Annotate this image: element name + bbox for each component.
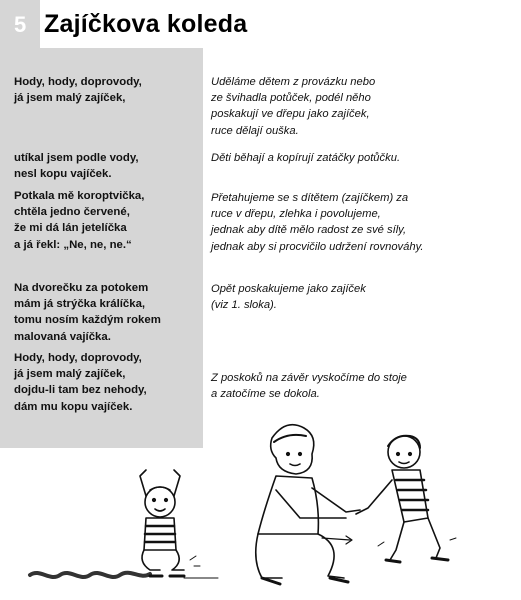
- page-header: [0, 0, 521, 48]
- adult-crouching-figure: [256, 425, 360, 584]
- illustration: [0, 410, 521, 600]
- verse-line: dám mu kopu vajíček.: [14, 400, 133, 413]
- stanza-1-instruction: [211, 74, 375, 139]
- stanza-2-instruction: [211, 150, 400, 166]
- verse-line: že mi dá lán jetelíčka: [14, 222, 127, 235]
- verse-line: a já řekl: „Ne, ne, ne.“: [14, 238, 132, 251]
- child-hopping-figure: [140, 470, 218, 578]
- instruction-line: ruce v dřepu, zlehka i povolujeme,: [211, 208, 381, 221]
- verse-line: malovaná vajíčka.: [14, 330, 111, 343]
- stanza-2-verse: [14, 150, 138, 182]
- verse-line: nesl kopu vajíček.: [14, 168, 112, 181]
- verse-line: já jsem malý zajíček,: [14, 92, 126, 105]
- verse-line: utíkal jsem podle vody,: [14, 152, 139, 164]
- child-pulling-figure: [356, 436, 456, 562]
- verse-line: Na dvorečku za potokem: [14, 282, 149, 294]
- stanza-1-verse: [14, 74, 142, 106]
- song-title: Zajíčkova koleda: [44, 10, 248, 38]
- verse-line: mám já strýčka králíčka,: [14, 298, 146, 311]
- verse-line: Hody, hody, doprovody,: [14, 352, 142, 364]
- instruction-line: Přetahujeme se s dítětem (zajíčkem) za: [211, 192, 409, 204]
- instruction-line: Z poskoků na závěr vyskočíme do stoje: [211, 372, 407, 384]
- instruction-line: Uděláme dětem z provázku nebo: [211, 76, 376, 88]
- rope-stream: [30, 573, 150, 577]
- verse-line: dojdu-li tam bez nehody,: [14, 384, 147, 397]
- verse-line: Potkala mě koroptvička,: [14, 190, 145, 202]
- instruction-line: a zatočíme se dokola.: [211, 388, 320, 401]
- instruction-line: ruce dělají ouška.: [211, 124, 299, 137]
- stanza-4-instruction: [211, 281, 366, 313]
- verse-line: Hody, hody, doprovody,: [14, 76, 142, 88]
- stanza-3-instruction: [211, 190, 423, 255]
- instruction-line: poskakují ve dřepu jako zajíček,: [211, 108, 370, 121]
- song-number-box: [0, 0, 40, 48]
- song-number: 5: [14, 12, 27, 37]
- stanza-3-verse: [14, 188, 144, 253]
- instruction-line: ze švihadla potůček, podél něho: [211, 92, 371, 105]
- instruction-line: Opět poskakujeme jako zajíček: [211, 283, 366, 295]
- instruction-line: Děti běhají a kopírují zatáčky potůčku.: [211, 152, 401, 164]
- verse-line: já jsem malý zajíček,: [14, 368, 126, 381]
- stanza-5-verse: [14, 350, 147, 415]
- verse-line: chtěla jedno červené,: [14, 206, 130, 219]
- verse-line: tomu nosím každým rokem: [14, 314, 161, 327]
- stanza-5-instruction: [211, 370, 407, 402]
- stanza-4-verse: [14, 280, 161, 345]
- instruction-line: (viz 1. sloka).: [211, 299, 277, 312]
- instruction-line: jednak aby dítě mělo radost ze své síly,: [211, 224, 407, 237]
- instruction-line: jednak aby si procvičilo udržení rovnováhy.: [211, 240, 424, 253]
